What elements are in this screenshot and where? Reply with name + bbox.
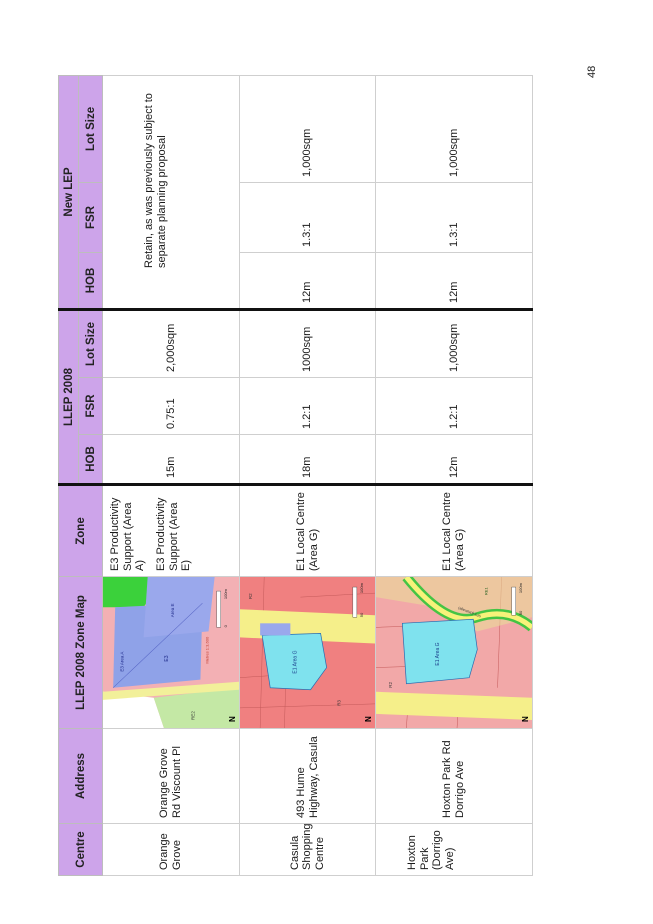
header-zone: Zone (59, 485, 103, 577)
map-label-e1: E1 Area G (434, 642, 441, 666)
llep-lot-size-cell: 2,000sqm (103, 309, 240, 377)
map-label-r3: R3 (336, 700, 342, 706)
map-label-e1: E1 Area G (292, 650, 299, 674)
map-label-scale: Metres 1:3,600 (204, 636, 210, 664)
address-cell: 493 Hume Highway, Casula (240, 729, 376, 824)
header-new-fsr: FSR (79, 182, 103, 252)
header-llep-hob: HOB (79, 435, 103, 485)
table-row (103, 75, 240, 875)
map-label-sp2: SP2 (Drainage) (457, 606, 482, 619)
llep-hob-cell: 15m (103, 435, 240, 485)
header-zone-map: LLEP 2008 Zone Map (59, 577, 103, 729)
group-header-row (59, 75, 79, 875)
map-scale-50: 50 (358, 612, 364, 618)
zone-cell (240, 485, 376, 577)
new-fsr-cell: 1.3:1 (240, 182, 376, 252)
zone-map-image (240, 577, 375, 728)
map-scale-50: 50 (517, 610, 523, 616)
header-llep-lot-size: Lot Size (79, 309, 103, 377)
header-llep-2008: LLEP 2008 (59, 309, 79, 484)
map-label-r2: R2 (248, 593, 254, 600)
map-scale-100: 100m (358, 583, 364, 594)
header-centre: Centre (59, 824, 103, 876)
north-arrow-icon: N (520, 716, 530, 722)
zone-map-casula (240, 577, 376, 729)
centres-table (58, 75, 533, 876)
map-label-area-a: E3 Area A (119, 651, 125, 672)
new-lot-size-cell: 1,000sqm (240, 75, 376, 182)
new-hob-cell: 12m (240, 252, 376, 309)
zone-map-image (103, 577, 239, 728)
map-scale-100: 100m (517, 583, 523, 594)
llep-fsr-cell: 1.2:1 (240, 378, 376, 435)
map-label-r2: R2 (388, 681, 394, 688)
zone-map-image (376, 577, 532, 728)
header-llep-fsr: FSR (79, 378, 103, 435)
llep-hob-cell: 12m (376, 435, 533, 485)
table-row (376, 75, 533, 875)
zone-map-hoxton-park (376, 577, 533, 729)
table-row (240, 75, 376, 875)
llep-lot-size-cell: 1000sqm (240, 309, 376, 377)
zone-entry: E1 Local Centre (Area G) (294, 492, 320, 571)
centre-cell: Orange Grove (103, 824, 240, 876)
header-address: Address (59, 729, 103, 824)
new-lot-size-cell: 1,000sqm (376, 75, 533, 182)
zone-entry: E3 Productivity Support (Area A) (109, 497, 147, 571)
map-scale-zero: 0 (222, 625, 228, 628)
address-cell: Orange Grove Rd Viscount Pl (103, 729, 240, 824)
zone-cell (376, 485, 533, 577)
llep-fsr-cell: 1.2:1 (376, 378, 533, 435)
address-cell: Hoxton Park Rd Dorrigo Ave (376, 729, 533, 824)
zone-map-orange-grove (103, 577, 240, 729)
new-lep-merged-cell: Retain, as was previously subject to separate planning proposal (103, 75, 240, 309)
centre-cell: Casula Shopping Centre (240, 824, 376, 876)
north-arrow-icon: N (227, 716, 237, 722)
zone-entry: E1 Local Centre (Area G) (441, 492, 466, 571)
new-hob-cell: 12m (376, 252, 533, 309)
centre-cell: Hoxton Park (Dorrigo Ave) (376, 824, 533, 876)
llep-fsr-cell: 0.75:1 (103, 378, 240, 435)
north-arrow-icon: N (363, 716, 373, 722)
map-scale-100: 100m (222, 589, 228, 600)
header-new-lot-size: Lot Size (79, 75, 103, 182)
header-new-hob: HOB (79, 252, 103, 309)
zone-cell (103, 485, 240, 577)
llep-hob-cell: 18m (240, 435, 376, 485)
rotated-table-wrapper (58, 76, 532, 876)
map-label-re1: RE1 (483, 587, 489, 596)
new-fsr-cell: 1.3:1 (376, 182, 533, 252)
map-label-e3: E3 (163, 655, 170, 662)
page-number: 48 (586, 65, 598, 78)
llep-lot-size-cell: 1,000sqm (376, 309, 533, 377)
zone-entry: E3 Productivity Support (Area E) (154, 497, 193, 571)
map-label-re2: RE2 (190, 711, 196, 720)
header-new-lep: New LEP (59, 75, 79, 309)
map-label-area-e: Area E (170, 603, 176, 618)
